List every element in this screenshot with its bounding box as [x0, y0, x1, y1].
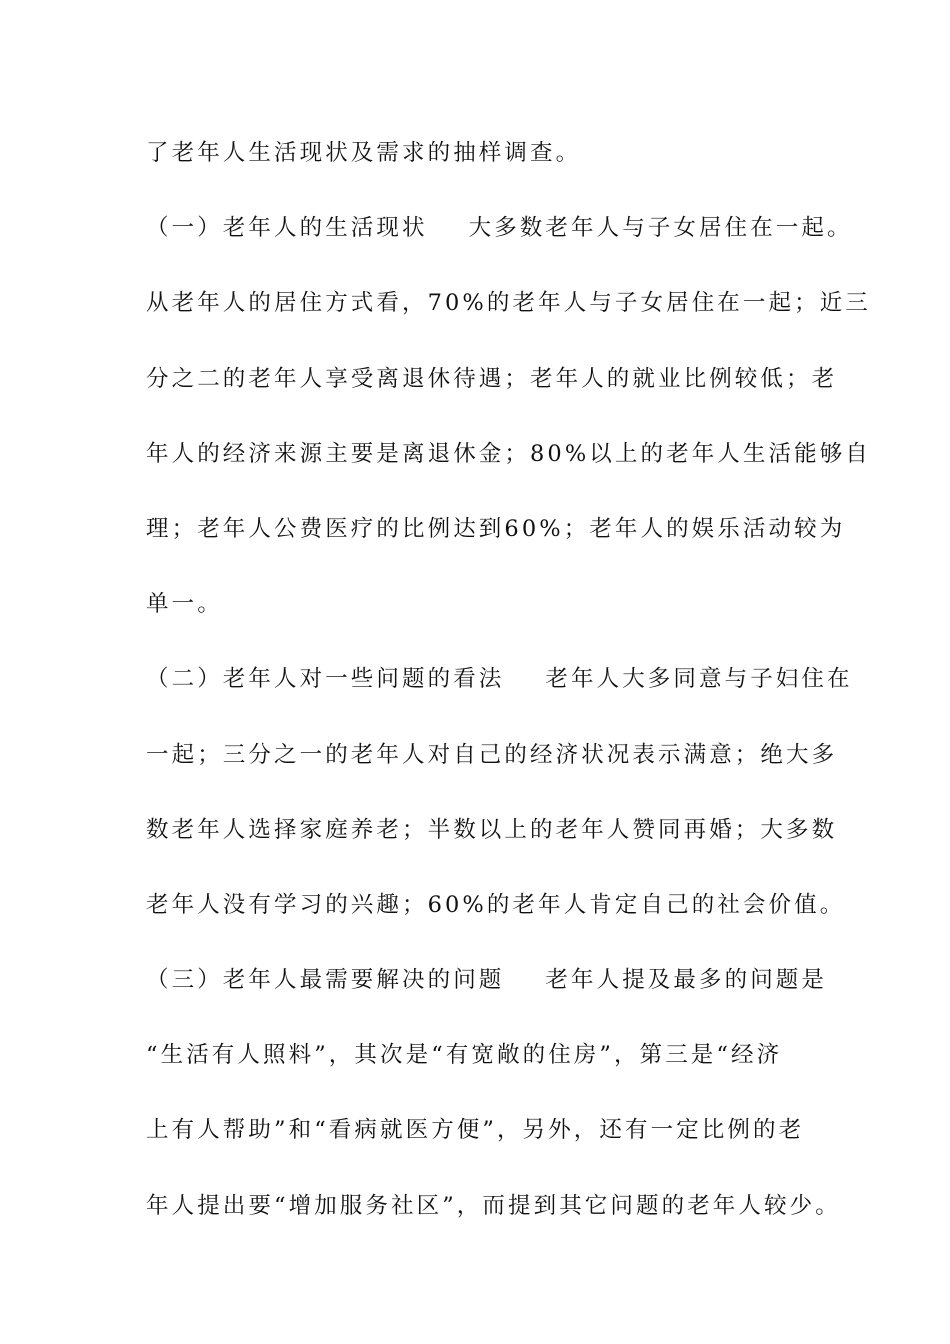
- text-line: 年人提出要“增加服务社区”，而提到其它问题的老年人较少。: [146, 1192, 841, 1219]
- text-line: 单一。: [146, 591, 223, 618]
- text-line: 从老年人的居住方式看，70%的老年人与子女居住在一起；近三: [146, 290, 871, 317]
- text-line: 理；老年人公费医疗的比例达到60%；老年人的娱乐活动较为: [146, 515, 846, 542]
- text-line: 上有人帮助”和“看病就医方便”，另外，还有一定比例的老: [146, 1117, 805, 1144]
- text-line: 数老年人选择家庭养老；半数以上的老年人赞同再婚；大多数: [146, 816, 838, 843]
- text-line: 老年人没有学习的兴趣；60%的老年人肯定自己的社会价值。: [146, 891, 846, 918]
- section-heading-line: （三）老年人最需要解决的问题 老年人提及最多的问题是: [146, 967, 828, 994]
- document-body: [146, 132, 871, 1260]
- text-line: 了老年人生活现状及需求的抽样调查。: [146, 140, 582, 166]
- text-line: 年人的经济来源主要是离退休金；80%以上的老年人生活能够自: [146, 440, 871, 467]
- text-line: “生活有人照料”，其次是“有宽敞的住房”，第三是“经济: [146, 1042, 783, 1069]
- section-heading-line: （一）老年人的生活现状 大多数老年人与子女居住在一起。: [146, 215, 853, 242]
- text-line: 分之二的老年人享受离退休待遇；老年人的就业比例较低；老: [146, 365, 838, 392]
- section-heading-line: （二）老年人对一些问题的看法 老年人大多同意与子妇住在: [146, 666, 853, 693]
- text-line: 一起；三分之一的老年人对自己的经济状况表示满意；绝大多: [146, 741, 838, 768]
